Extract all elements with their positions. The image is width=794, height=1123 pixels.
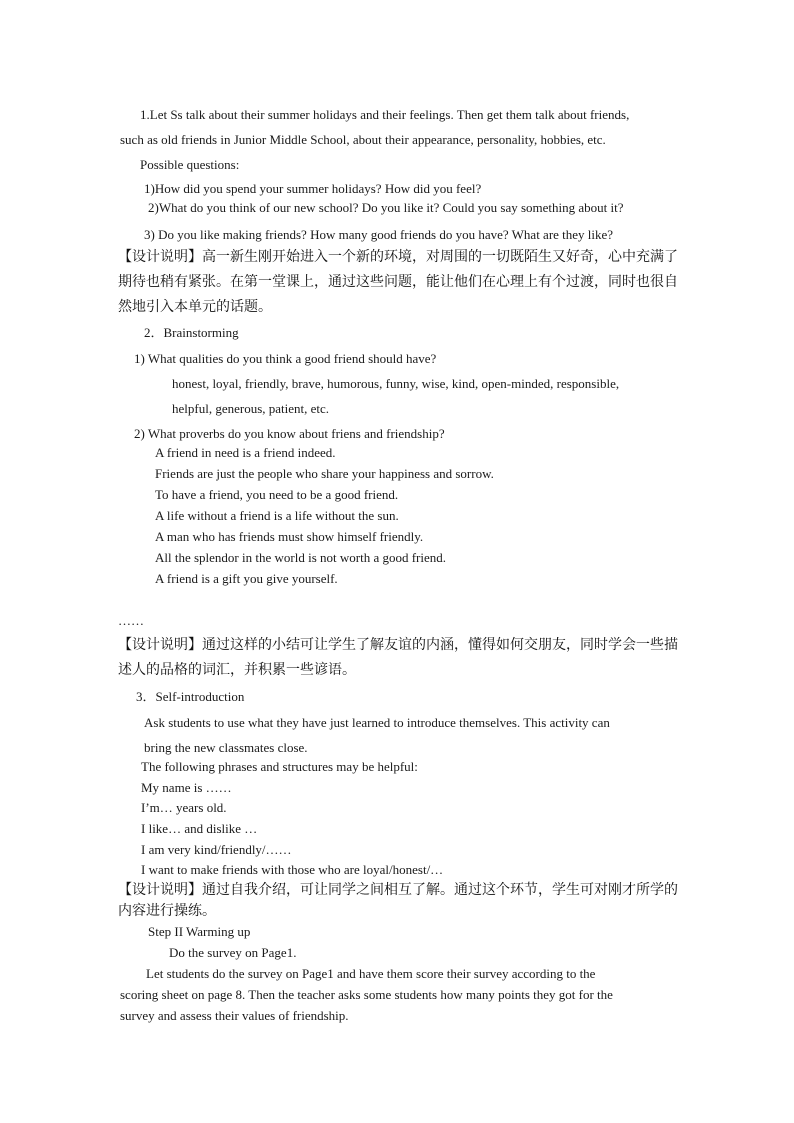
ellipsis: …… [118,613,144,628]
design-note-line: 内容进行操练。 [118,903,216,919]
body-line: survey and assess their values of friendship. [120,1008,349,1023]
design-note-line: 【设计说明】高一新生刚开始进入一个新的环境，对周围的一切既陌生又好奇，心中充满了 [118,249,678,265]
question-item: 3) Do you like making friends? How many good friends do you have? What are they like? [144,227,614,242]
answer-line: helpful, generous, patient, etc. [172,401,330,416]
phrase-item: I like… and dislike … [141,821,258,836]
proverb-item: A friend in need is a friend indeed. [155,445,336,460]
phrases-intro: The following phrases and structures may be helpful: [141,759,418,774]
phrase-item: I’m… years old. [141,800,227,815]
intro-line: 1.Let Ss talk about their summer holidays and their feelings. Then get them talk about friends, [140,107,630,122]
question-item: 2) What proverbs do you know about friens and friendship? [134,426,445,441]
body-line: Ask students to use what they have just learned to introduce themselves. This activity can [144,715,610,730]
answer-line: honest, loyal, friendly, brave, humorous, funny, wise, kind, open-minded, responsible, [172,376,620,391]
proverb-item: All the splendor in the world is not worth a good friend. [155,550,447,565]
step-subheading: Do the survey on Page1. [169,945,297,960]
body-line: bring the new classmates close. [144,740,308,755]
proverb-item: To have a friend, you need to be a good friend. [155,487,399,502]
design-note-line: 然地引入本单元的话题。 [118,299,272,315]
question-item: 1)How did you spend your summer holidays? How did you feel? [144,181,482,196]
body-line: scoring sheet on page 8. Then the teacher asks some students how many points they got for the [120,987,613,1002]
question-item: 2)What do you think of our new school? Do you like it? Could you say something about it? [148,200,624,215]
phrase-item: I am very kind/friendly/…… [141,842,292,857]
body-line: Let students do the survey on Page1 and have them score their survey according to the [146,966,596,981]
proverb-item: A friend is a gift you give yourself. [155,571,338,586]
design-note-line: 述人的品格的词汇，并积累一些谚语。 [118,662,356,678]
proverb-item: A man who has friends must show himself friendly. [155,529,424,544]
step-heading: Step II Warming up [148,924,251,939]
intro-line: such as old friends in Junior Middle School, about their appearance, personality, hobbies, etc. [120,132,606,147]
possible-questions-label: Possible questions: [140,157,240,172]
section-heading: 3．Self-introduction [136,689,245,704]
design-note-line: 【设计说明】通过这样的小结可让学生了解友谊的内涵，懂得如何交朋友，同时学会一些描 [118,637,678,653]
phrase-item: I want to make friends with those who are loyal/honest/… [141,862,444,877]
phrase-item: My name is …… [141,780,232,795]
proverb-item: A life without a friend is a life without the sun. [155,508,399,523]
design-note-line: 【设计说明】通过自我介绍，可让同学之间相互了解。通过这个环节，学生可对刚才所学的 [118,882,678,898]
section-heading: 2．Brainstorming [144,325,239,340]
proverb-item: Friends are just the people who share your happiness and sorrow. [155,466,494,481]
question-item: 1) What qualities do you think a good friend should have? [134,351,437,366]
design-note-line: 期待也稍有紧张。在第一堂课上，通过这些问题，能让他们在心理上有个过渡，同时也很自 [118,274,678,290]
